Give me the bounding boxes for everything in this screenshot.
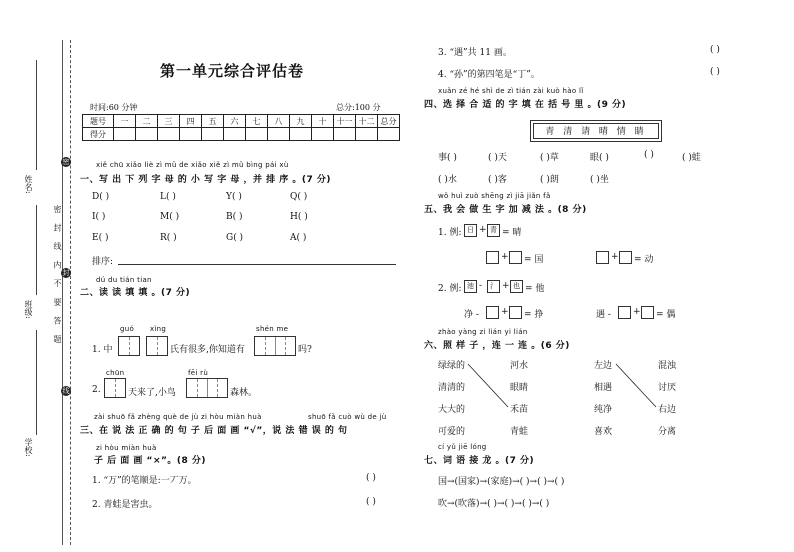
s1-pinyin: xiě chū xiǎo liè zì mǔ de xiǎo xiě zì mǔ bìng pái xù (96, 161, 289, 169)
score-header-cell: 十一 (334, 115, 356, 128)
example-result: = 他 (525, 284, 545, 294)
s3-answer-3[interactable]: ( ) (710, 45, 720, 55)
s4-blank[interactable]: ( ) (644, 150, 654, 160)
s4-blank[interactable]: ( )水 (438, 175, 457, 185)
score-header-cell: 十 (312, 115, 334, 128)
s4-blank[interactable]: ( )朗 (540, 175, 559, 185)
letter-l[interactable]: L( ) (160, 192, 176, 202)
match-item[interactable]: 纯净 (594, 405, 613, 415)
plus-sign: + (479, 225, 487, 235)
score-row-label: 得分 (83, 128, 114, 141)
q1-middle-text: 氏有很多,你知道有 (170, 345, 245, 355)
plus-sign: + (501, 252, 509, 262)
example-box: 日 (464, 224, 477, 237)
seal-mark-xian: 线 (62, 387, 70, 395)
seal-line-warning: 密 封 线 内 不 要 答 题 (53, 205, 62, 347)
s6-pinyin: zhào yàng zi lián yi lián (438, 328, 528, 336)
match-item[interactable]: 大大的 (438, 405, 466, 415)
seal-mark-feng: 封 (62, 269, 70, 277)
s3-item-4: 4. “孙”的第四笔是“丁”。 (438, 70, 540, 80)
letter-q[interactable]: Q( ) (290, 192, 308, 202)
time-label: 时间:60 分钟 (90, 103, 138, 112)
score-header-cell: 二 (136, 115, 158, 128)
s4-blank[interactable]: ( )坐 (590, 175, 609, 185)
s3-title-2: 子 后 面 画 “×”。(8 分) (94, 456, 207, 466)
s4-blank[interactable]: ( )客 (488, 175, 507, 185)
example-box: 氵 (487, 280, 500, 293)
s4-blank[interactable]: ( )草 (540, 153, 559, 163)
score-header-cell: 九 (290, 115, 312, 128)
s4-pinyin: xuǎn zé hé shì de zì tián zài kuò hào lǐ (438, 87, 584, 95)
s1-title: 一、写 出 下 列 字 母 的 小 写 字 母 ，并 排 序 。(7 分) (80, 175, 331, 185)
score-header-cell: 总分 (378, 115, 400, 128)
q2-end-text: 森林。 (230, 388, 258, 398)
s7-title: 七、词 语 接 龙 。(7 分) (424, 456, 535, 466)
letter-m[interactable]: M( ) (160, 212, 180, 222)
score-header-cell: 题号 (83, 115, 114, 128)
s3-pinyin-3: zi hòu miàn huà (96, 444, 157, 452)
q1-pinyin-shenme: shén me (256, 325, 289, 333)
score-header-cell: 五 (202, 115, 224, 128)
letter-g[interactable]: G( ) (226, 233, 244, 243)
s3-title-1: 三、在 说 法 正 确 的 句 子 后 面 画 “√”，说 法 错 误 的 句 (80, 426, 348, 436)
example-box: 也 (510, 280, 523, 293)
match-item[interactable]: 绿绿的 (438, 361, 466, 371)
match-item[interactable]: 禾苗 (510, 405, 529, 415)
q1-pinyin-guo: guó (120, 325, 135, 333)
q2-pinyin-chun: chūn (106, 369, 125, 377)
result-dong: = 动 (634, 255, 654, 265)
score-header-cell: 三 (158, 115, 180, 128)
plus-sign: + (502, 281, 510, 291)
letter-b[interactable]: B( ) (226, 212, 243, 222)
q1-pinyin-xing: xìng (150, 325, 167, 333)
sort-label: 排序: (92, 257, 114, 267)
example-line-1 (468, 364, 508, 407)
s4-blank[interactable]: ( )蛙 (682, 153, 701, 163)
score-header-cell: 一 (114, 115, 136, 128)
s3-answer-2[interactable]: ( ) (366, 497, 376, 507)
match-item[interactable]: 混浊 (658, 361, 677, 371)
result-zheng: = 挣 (524, 310, 544, 320)
s2-pinyin: dú du tián tian (96, 276, 152, 284)
s7-pinyin: cí yǔ jiē lóng (438, 443, 487, 451)
seal-mark-mi: 密 (62, 158, 70, 166)
s3-item-3: 3. “遇”共 11 画。 (438, 48, 512, 58)
q2-middle-text: 天来了,小鸟 (128, 388, 176, 398)
match-item[interactable]: 左边 (594, 361, 613, 371)
equation-left: 净 - (464, 310, 479, 320)
score-header-cell: 四 (180, 115, 202, 128)
s4-blank[interactable]: ( )天 (488, 153, 507, 163)
match-item[interactable]: 讨厌 (658, 383, 677, 393)
word-chain-1[interactable]: 国→(国家)→(家庭)→( )→( )→( ) (438, 477, 565, 487)
s3-answer-4[interactable]: ( ) (710, 67, 720, 77)
s3-item-2: 2. 青蛙是害虫。 (92, 500, 158, 510)
equation-left: 遇 - (596, 310, 611, 320)
s3-item-1: 1. “万”的笔顺是:一丆万。 (92, 476, 197, 486)
page-title: 第一单元综合评估卷 (160, 62, 305, 80)
word-bank-text: 青 清 请 晴 情 睛 (533, 123, 659, 139)
match-item[interactable]: 相遇 (594, 383, 613, 393)
letter-i[interactable]: I( ) (92, 212, 106, 222)
match-item[interactable]: 青蛙 (510, 427, 529, 437)
example-line-2 (616, 364, 656, 407)
example-box: 池 (464, 280, 477, 293)
total-label: 总分:100 分 (336, 103, 381, 112)
match-item[interactable]: 河水 (510, 361, 529, 371)
score-header-cell: 六 (224, 115, 246, 128)
s3-answer-1[interactable]: ( ) (366, 473, 376, 483)
s4-blank[interactable]: 事( ) (438, 153, 457, 163)
name-label: 姓名: (24, 175, 33, 194)
letter-h[interactable]: H( ) (290, 212, 308, 222)
score-header-cell: 七 (246, 115, 268, 128)
plus-sign: + (611, 252, 619, 262)
q1-prefix: 1. 中 (92, 345, 113, 355)
q2-prefix: 2. (92, 385, 101, 395)
minus-sign: - (479, 281, 483, 291)
score-header-cell: 八 (268, 115, 290, 128)
class-label: 班级: (24, 300, 33, 319)
letter-a[interactable]: A( ) (290, 233, 307, 243)
s4-blank[interactable]: 眼( ) (590, 153, 609, 163)
score-header-cell: 十二 (356, 115, 378, 128)
match-item[interactable]: 清清的 (438, 383, 466, 393)
match-item[interactable]: 喜欢 (594, 427, 613, 437)
plus-sign: + (501, 307, 509, 317)
letter-r[interactable]: R( ) (160, 233, 177, 243)
match-item[interactable]: 分离 (658, 427, 677, 437)
example-result: = 晴 (502, 228, 522, 238)
letter-e[interactable]: E( ) (92, 233, 109, 243)
match-item[interactable]: 眼睛 (510, 383, 529, 393)
letter-d[interactable]: D( ) (92, 192, 110, 202)
plus-sign: + (633, 307, 641, 317)
s5-title: 五、我 会 做 生 字 加 减 法 。(8 分) (424, 205, 587, 215)
result-ou: = 偶 (656, 310, 676, 320)
q1-end-text: 吗? (298, 345, 312, 355)
match-item[interactable]: 可爱的 (438, 427, 466, 437)
example-box: 青 (487, 224, 500, 237)
s5-q2-prefix: 2. 例: (438, 284, 462, 294)
s4-title: 四、选 择 合 适 的 字 填 在 括 号 里 。(9 分) (424, 100, 627, 110)
s2-title: 二、读 读 填 填 。(7 分) (80, 288, 191, 298)
s3-pinyin-1: zài shuō fǎ zhèng què de jù zi hòu miàn huà (94, 413, 262, 421)
s6-title: 六、照 样 子 ，连 一 连 。(6 分) (424, 341, 570, 351)
letter-y[interactable]: Y( ) (226, 192, 242, 202)
school-label: 学校: (24, 438, 33, 457)
word-chain-2[interactable]: 吹→(吹落)→( )→( )→( )→( ) (438, 499, 550, 509)
s5-pinyin: wǒ huì zuò shēng zì jiā jiǎn fǎ (438, 192, 551, 200)
s5-q1-prefix: 1. 例: (438, 228, 462, 238)
s3-pinyin-2: shuō fǎ cuò wù de jù (308, 413, 387, 421)
result-guo: = 国 (524, 255, 544, 265)
match-item[interactable]: 右边 (658, 405, 677, 415)
q2-pinyin-feiru: fēi rù (188, 369, 209, 377)
